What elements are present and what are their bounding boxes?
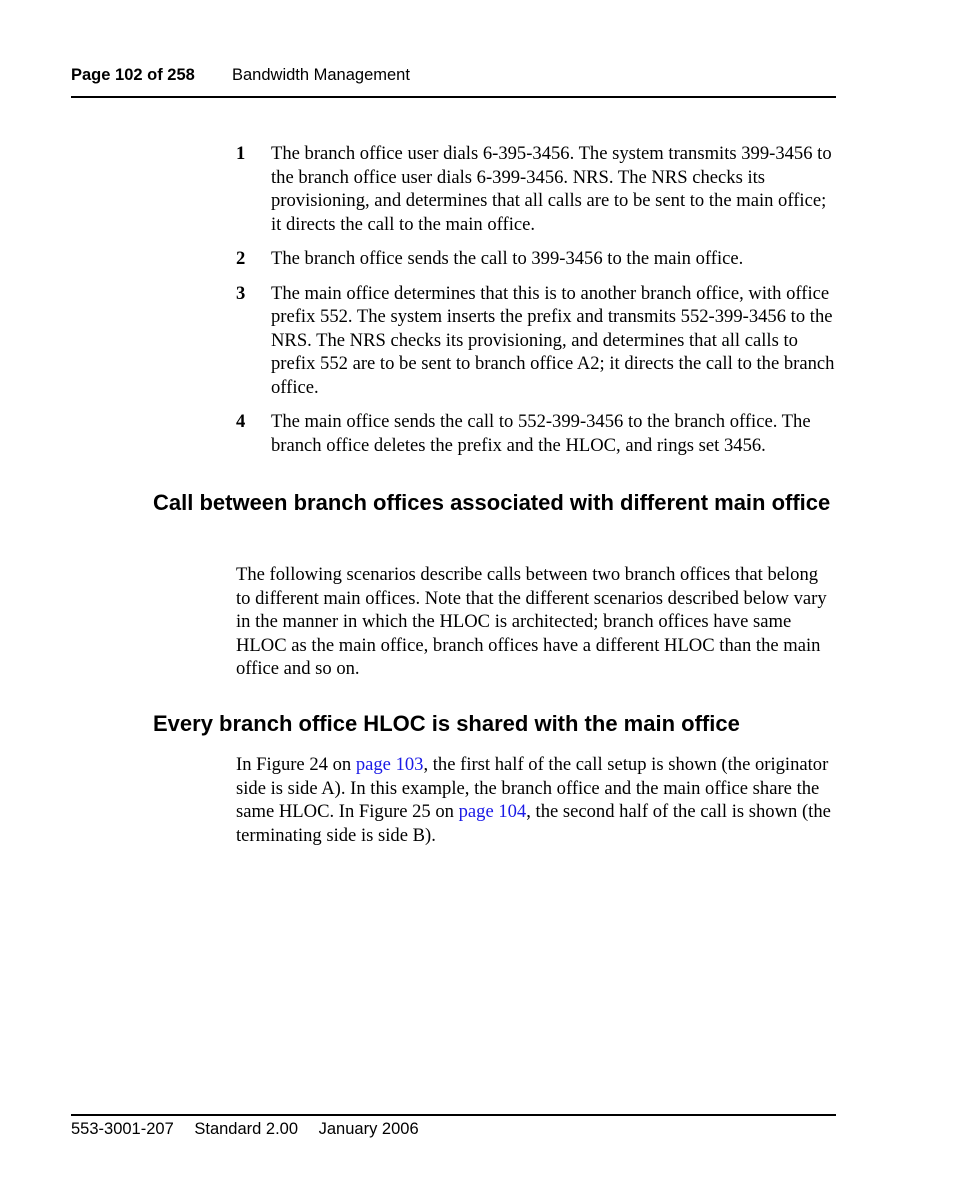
document-date: January 2006 bbox=[318, 1120, 419, 1138]
step-item bbox=[236, 142, 836, 236]
section-heading: Every branch office HLOC is shared with the main office bbox=[153, 711, 740, 736]
text-run: In Figure 24 on bbox=[236, 754, 356, 775]
page-header bbox=[71, 66, 836, 98]
section-heading: Call between branch offices associated with different main office bbox=[153, 490, 831, 515]
step-item bbox=[236, 282, 836, 400]
body-paragraph bbox=[236, 753, 836, 847]
step-number: 1 bbox=[236, 143, 246, 164]
step-list bbox=[236, 142, 836, 468]
text-run: , the first half of the call setup is shown (the originator side is side A). In this example, the branch office and the main office share the same HLOC. In Figure 25 on bbox=[236, 754, 829, 822]
body-paragraph: The following scenarios describe calls between two branch offices that belong to different main offices. Note that the different scenarios described below vary in the manner in which the HLOC is architected; branch offices have same HLOC as the main office, branch offices have a different HLOC than the main office and so on. bbox=[236, 564, 827, 679]
step-number: 3 bbox=[236, 282, 246, 304]
step-item bbox=[236, 247, 836, 271]
step-text: The branch office user dials 6-395-3456. The system transmits 399-3456 to the branch office user dials 6-399-3456. NRS. The NRS checks its provisioning, and determines that all calls are to be sent to the main office; it directs the call to the main office. bbox=[271, 143, 832, 235]
document-standard: Standard 2.00 bbox=[194, 1120, 299, 1138]
page-footer bbox=[71, 1114, 836, 1139]
step-text: The main office sends the call to 552-399-3456 to the branch office. The branch office deletes the prefix and the HLOC, and rings set 3456. bbox=[271, 411, 811, 456]
step-item bbox=[236, 410, 836, 457]
step-text: The main office determines that this is to another branch office, with office prefix 552. The system inserts the prefix and transmits 552-399-3456 to the NRS. The NRS checks its provisioning, and determines that all calls to prefix 552 are to be sent to branch office A2; it directs the call to the branch office. bbox=[271, 282, 835, 398]
step-number: 4 bbox=[236, 411, 246, 432]
page-number: Page 102 of 258 bbox=[71, 66, 195, 84]
step-number: 2 bbox=[236, 248, 246, 269]
step-text: The branch office sends the call to 399-3456 to the main office. bbox=[271, 248, 744, 269]
section-title: Bandwidth Management bbox=[232, 66, 410, 84]
page-link[interactable]: page 104 bbox=[458, 801, 527, 822]
text-run: , the second half of the call is shown (the terminating side is side B). bbox=[236, 801, 831, 846]
document-number: 553-3001-207 bbox=[71, 1120, 174, 1138]
page-link[interactable]: page 103 bbox=[355, 754, 424, 775]
